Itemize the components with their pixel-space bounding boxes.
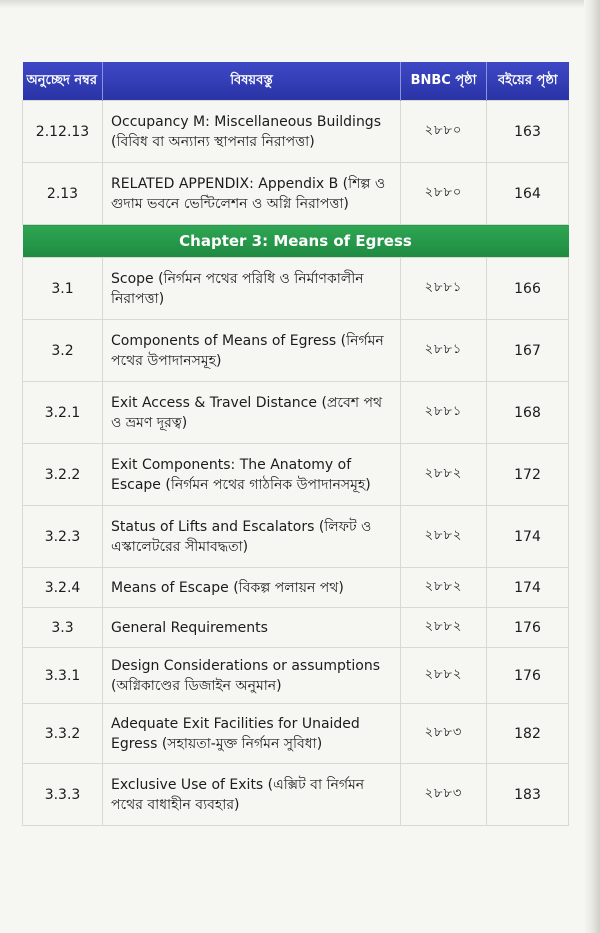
bnbc-page-number: ২৮৮০	[401, 101, 487, 163]
section-number: 3.3.2	[23, 704, 103, 764]
book-page-number: 176	[487, 608, 569, 648]
section-number: 3.1	[23, 258, 103, 320]
book-page-number: 167	[487, 320, 569, 382]
header-book-page: বইয়ের পৃষ্ঠা	[487, 62, 569, 101]
bnbc-page-number: ২৮৮২	[401, 568, 487, 608]
book-page-number: 176	[487, 648, 569, 704]
book-page-number: 166	[487, 258, 569, 320]
chapter-heading-row	[23, 225, 569, 258]
section-title: Exit Access & Travel Distance (প্রবেশ পথ ও ভ্রমণ দূরত্ব)	[103, 382, 401, 444]
table-row	[23, 163, 569, 225]
page-edge-shadow	[584, 0, 600, 933]
book-page-number: 182	[487, 704, 569, 764]
bnbc-page-number: ২৮৮২	[401, 648, 487, 704]
section-number: 3.2.4	[23, 568, 103, 608]
bnbc-page-number: ২৮৮২	[401, 444, 487, 506]
section-title: Exclusive Use of Exits (এক্সিট বা নির্গমন পথের বাধাহীন ব্যবহার)	[103, 764, 401, 826]
section-title: Occupancy M: Miscellaneous Buildings (বিবিধ বা অন্যান্য স্থাপনার নিরাপত্তা)	[103, 101, 401, 163]
bnbc-page-number: ২৮৮১	[401, 320, 487, 382]
table-row	[23, 444, 569, 506]
header-bnbc-page: BNBC পৃষ্ঠা	[401, 62, 487, 101]
section-number: 3.2	[23, 320, 103, 382]
section-title: Adequate Exit Facilities for Unaided Egress (সহায়তা-মুক্ত নির্গমন সুবিধা)	[103, 704, 401, 764]
page-top-shadow	[0, 0, 600, 8]
book-page-number: 174	[487, 506, 569, 568]
section-number: 2.12.13	[23, 101, 103, 163]
section-title: Means of Escape (বিকল্প পলায়ন পথ)	[103, 568, 401, 608]
table-row	[23, 382, 569, 444]
table-row	[23, 764, 569, 826]
section-number: 2.13	[23, 163, 103, 225]
book-page-number: 174	[487, 568, 569, 608]
chapter-heading: Chapter 3: Means of Egress	[23, 225, 569, 258]
section-number: 3.2.2	[23, 444, 103, 506]
section-title: RELATED APPENDIX: Appendix B (শিল্প ও গুদাম ভবনে ভেন্টিলেশন ও অগ্নি নিরাপত্তা)	[103, 163, 401, 225]
table-row	[23, 101, 569, 163]
section-number: 3.2.1	[23, 382, 103, 444]
section-title: General Requirements	[103, 608, 401, 648]
section-title: Scope (নির্গমন পথের পরিধি ও নির্মাণকালীন নিরাপত্তা)	[103, 258, 401, 320]
bnbc-page-number: ২৮৮২	[401, 608, 487, 648]
bnbc-page-number: ২৮৮২	[401, 506, 487, 568]
header-section-number: অনুচ্ছেদ নম্বর	[23, 62, 103, 101]
bnbc-page-number: ২৮৮১	[401, 258, 487, 320]
table-header-row	[23, 62, 569, 101]
book-page-number: 168	[487, 382, 569, 444]
bnbc-page-number: ২৮৮১	[401, 382, 487, 444]
table-row	[23, 608, 569, 648]
book-page-number: 163	[487, 101, 569, 163]
section-number: 3.3.1	[23, 648, 103, 704]
table-row	[23, 258, 569, 320]
book-page-number: 172	[487, 444, 569, 506]
section-title: Components of Means of Egress (নির্গমন পথের উপাদানসমূহ)	[103, 320, 401, 382]
bnbc-page-number: ২৮৮৩	[401, 764, 487, 826]
table-row	[23, 568, 569, 608]
book-page-number: 164	[487, 163, 569, 225]
section-number: 3.2.3	[23, 506, 103, 568]
table-row	[23, 506, 569, 568]
header-subject: বিষয়বস্তু	[103, 62, 401, 101]
section-title: Status of Lifts and Escalators (লিফট ও এস্কালেটরের সীমাবদ্ধতা)	[103, 506, 401, 568]
table-of-contents	[22, 62, 569, 826]
table-row	[23, 704, 569, 764]
bnbc-page-number: ২৮৮০	[401, 163, 487, 225]
section-title: Exit Components: The Anatomy of Escape (নির্গমন পথের গাঠনিক উপাদানসমূহ)	[103, 444, 401, 506]
table-row	[23, 648, 569, 704]
section-number: 3.3	[23, 608, 103, 648]
section-title: Design Considerations or assumptions (অগ্নিকাণ্ডের ডিজাইন অনুমান)	[103, 648, 401, 704]
section-number: 3.3.3	[23, 764, 103, 826]
book-page-number: 183	[487, 764, 569, 826]
table-row	[23, 320, 569, 382]
bnbc-page-number: ২৮৮৩	[401, 704, 487, 764]
